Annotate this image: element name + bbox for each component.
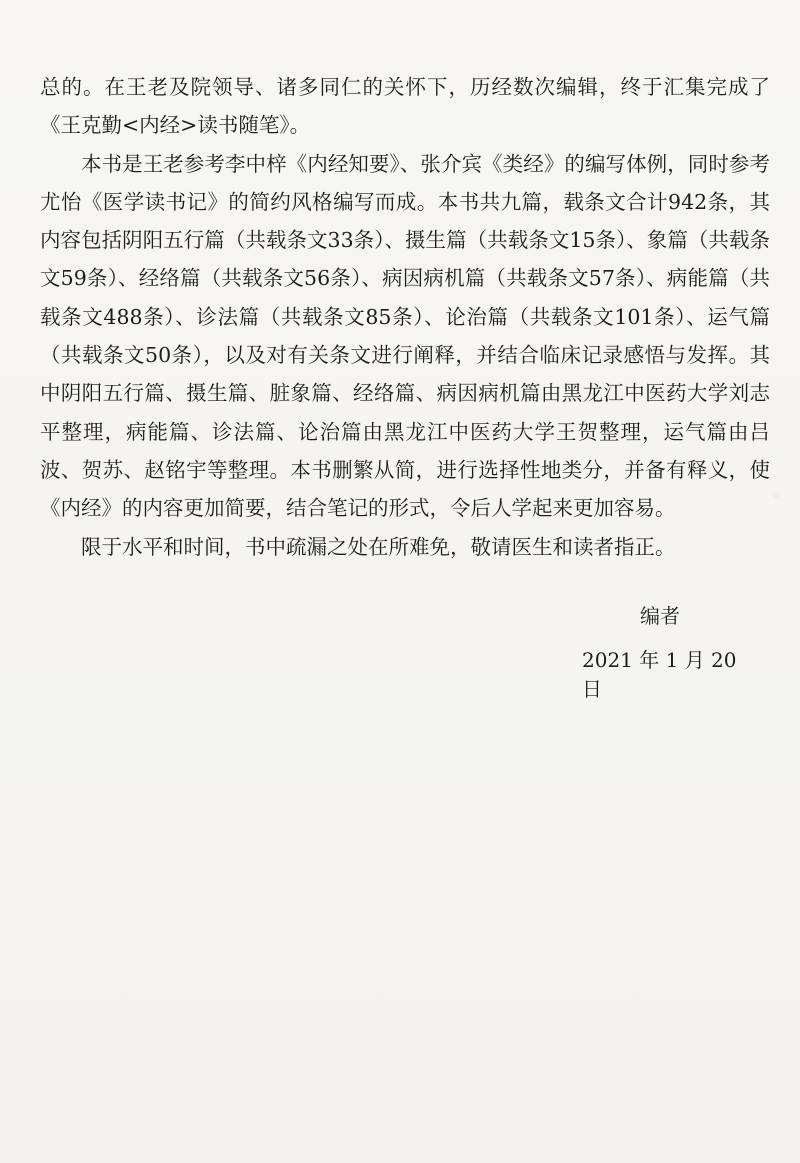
paragraph-1: 总的。在王老及院领导、诸多同仁的关怀下，历经数次编辑，终于汇集完成了《王克勤<内经>读书随笔》。 bbox=[40, 75, 770, 138]
paragraph-2: 本书是王老参考李中梓《内经知要》、张介宾《类经》的编写体例，同时参考尤怡《医学读书记》的简约风格编写而成。本书共九篇，载条文合计942条，其内容包括阴阳五行篇（共载条文33条）、摄生篇（共载条文15条）、象篇（共载条文59条）、经络篇（共载条文56条）、病因病机篇（共载条文57条）、病能篇（共载条文488条）、诊法篇（共载条文85条）、论治篇（共载条文101条）、运气篇（共载条文50条），以及对有关条文进行阐释，并结合临床记录感悟与发挥。其中阴阳五行篇、摄生篇、脏象篇、经络篇、病因病机篇由黑龙江中医药大学刘志平整理，病能篇、诊法篇、论治篇由黑龙江中医药大学王贺整理，运气篇由吕波、贺苏、赵铭宇等整理。本书删繁从简，进行选择性地类分，并备有释义，使《内经》的内容更加简要，结合笔记的形式，令后人学起来更加容易。 bbox=[40, 151, 770, 521]
signature-editor: 编者 bbox=[640, 604, 680, 628]
signature-date: 2021 年 1 月 20 日 bbox=[582, 648, 737, 701]
body-text bbox=[40, 68, 770, 566]
paragraph-3: 限于水平和时间，书中疏漏之处在所难免，敬请医生和读者指正。 bbox=[81, 534, 676, 559]
show-through-text: 。 bbox=[760, 477, 780, 501]
